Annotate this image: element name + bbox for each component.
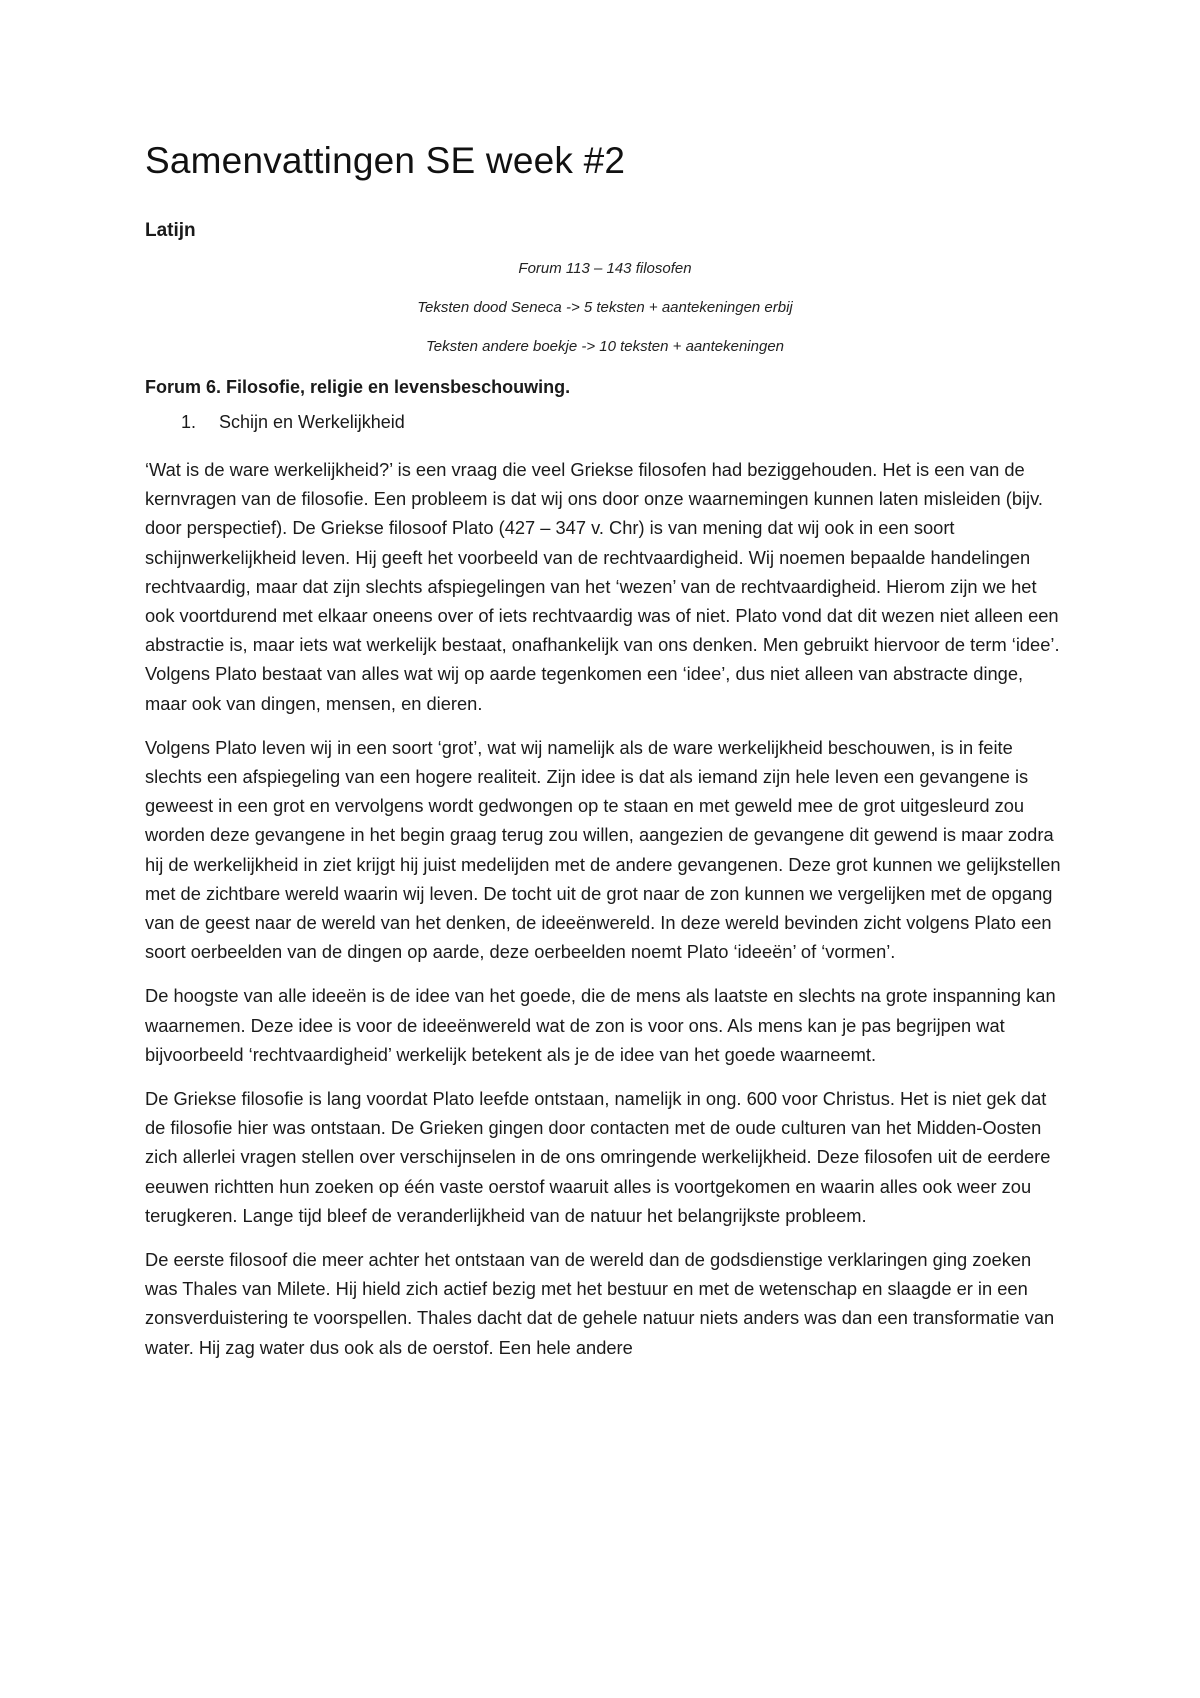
page-title: Samenvattingen SE week #2: [145, 140, 626, 181]
numbered-list-item: [181, 412, 1065, 433]
paragraph: ‘Wat is de ware werkelijkheid?’ is een vraag die veel Griekse filosofen had beziggehouden. Het is een van de kernvragen van de filosofie. Een probleem is dat wij ons door onze waarnemingen kunnen laten misleiden (bijv. door perspectief). De Griekse filosoof Plato (427 – 347 v. Chr) is van mening dat wij ook in een soort schijnwerkelijkheid leven. Hij geeft het voorbeeld van de rechtvaardigheid. Wij noemen bepaalde handelingen rechtvaardig, maar dat zijn slechts afspiegelingen van het ‘wezen’ van de rechtvaardigheid. Hierom zijn we het ook voortdurend met elkaar oneens over of iets rechtvaardig was of niet. Plato vond dat dit wezen niet alleen een abstractie is, maar iets wat werkelijk bestaat, onafhankelijk van ons denken. Men gebruikt hiervoor de term ‘idee’. Volgens Plato bestaat van alles wat wij op aarde tegenkomen een ‘idee’, dus niet alleen van abstracte dinge, maar ook van dingen, mensen, en dieren.: [145, 459, 1060, 714]
paragraph: De Griekse filosofie is lang voordat Plato leefde ontstaan, namelijk in ong. 600 voor Christus. Het is niet gek dat de filosofie hier was ontstaan. De Grieken gingen door contacten met de oude culturen van het Midden-Oosten zich allerlei vragen stellen over verschijnselen in de ons omringende werkelijkheid. Deze filosofen uit de eerdere eeuwen richtten hun zoeken op één vaste oerstof waaruit alles is voortgekomen en waarin alles ook weer zou terugkeren. Lange tijd bleef de veranderlijkheid van de natuur het belangrijkste probleem.: [145, 1088, 1051, 1226]
subsection-heading: Forum 6. Filosofie, religie en levensbeschouwing.: [145, 377, 571, 397]
note-line: Teksten dood Seneca -> 5 teksten + aantekeningen erbij: [417, 299, 793, 316]
paragraph: De eerste filosoof die meer achter het ontstaan van de wereld dan de godsdienstige verklaringen ging zoeken was Thales van Milete. Hij hield zich actief bezig met het bestuur en met de wetenschap en slaagde er in een zonsverduistering te voorspellen. Thales dacht dat de gehele natuur niets anders was dan een transformatie van water. Hij zag water dus ook als de oerstof. Een hele andere: [145, 1249, 1055, 1358]
section-heading-latijn: Latijn: [145, 220, 196, 241]
note-line: Forum 113 – 143 filosofen: [518, 260, 692, 277]
paragraph: Volgens Plato leven wij in een soort ‘grot’, wat wij namelijk als de ware werkelijkheid beschouwen, is in feite slechts een afspiegeling van een hogere realiteit. Zijn idee is dat als iemand zijn hele leven een gevangene is geweest in een grot en vervolgens wordt gedwongen op te staan en met geweld mee de grot uitgesleurd zou worden deze gevangene in het begin graag terug zou willen, aangezien de gevangene dit gewend is maar zodra hij de werkelijkheid in ziet krijgt hij juist medelijden met de andere gevangenen. Deze grot kunnen we gelijkstellen met de zichtbare wereld waarin wij leven. De tocht uit de grot naar de zon kunnen we vergelijken met de opgang van de geest naar de wereld van het denken, de ideeënwereld. In deze wereld bevinden zicht volgens Plato een soort oerbeelden van de dingen op aarde, deze oerbeelden noemt Plato ‘ideeën’ of ‘vormen’.: [145, 736, 1061, 963]
paragraph: De hoogste van alle ideeën is de idee van het goede, die de mens als laatste en slechts na grote inspanning kan waarnemen. Deze idee is voor de ideeënwereld wat de zon is voor ons. Als mens kan je pas begrijpen wat bijvoorbeeld ‘rechtvaardigheid’ werkelijk betekent als je de idee van het goede waarneemt.: [145, 985, 1056, 1065]
list-number: 1.: [181, 412, 197, 432]
document-body: [145, 140, 1065, 1377]
note-line: Teksten andere boekje -> 10 teksten + aantekeningen: [425, 338, 785, 355]
list-item-label: Schijn en Werkelijkheid: [219, 412, 405, 432]
